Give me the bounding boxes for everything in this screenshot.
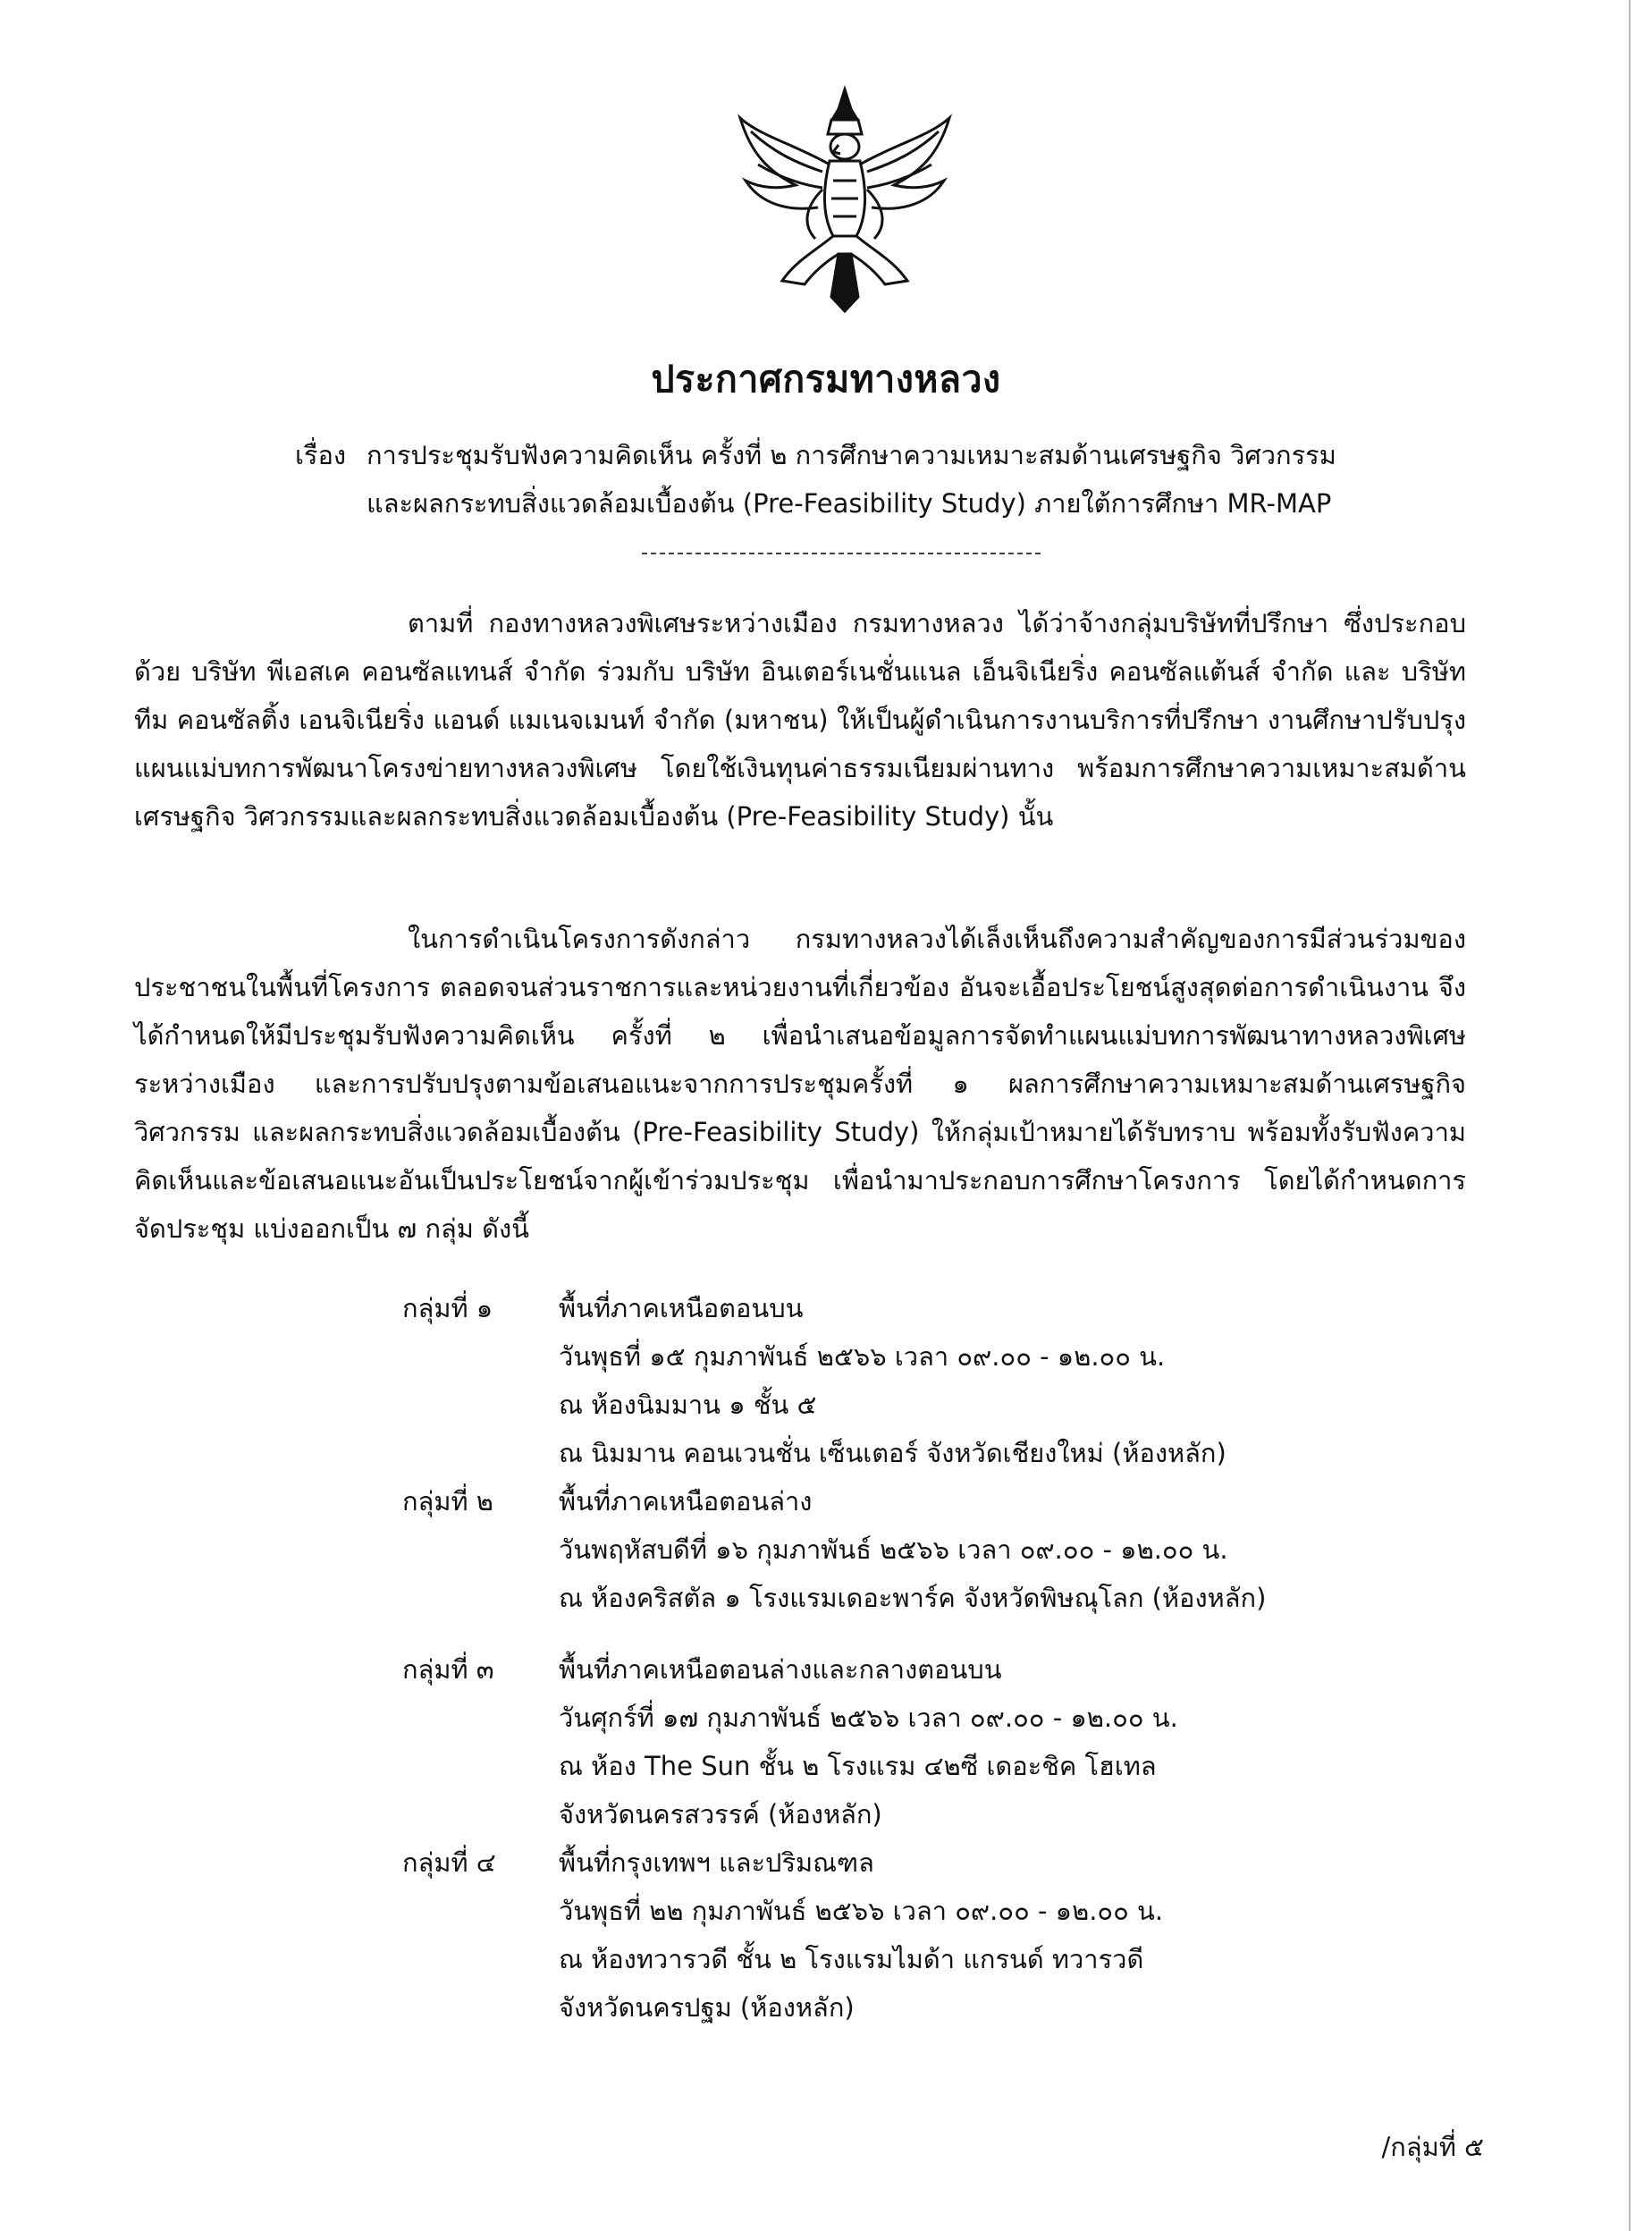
group-label: กลุ่มที่ ๓ — [402, 1654, 494, 1685]
group-date: วันพุธที่ ๑๕ กุมภาพันธ์ ๒๕๖๖ เวลา ๐๙.๐๐ - ๑๒.๐๐ น. — [559, 1341, 1166, 1372]
group-venue: ณ นิมมาน คอนเวนชั่น เซ็นเตอร์ จังหวัดเชียงใหม่ (ห้องหลัก) — [559, 1438, 1226, 1468]
group-area: พื้นที่ภาคเหนือตอนล่างและกลางตอนบน — [559, 1654, 1002, 1685]
subject-label: เรื่อง — [295, 440, 347, 470]
separator-dashed-line — [642, 553, 1041, 554]
group-venue: จังหวัดนครปฐม (ห้องหลัก) — [559, 1992, 855, 2023]
group-date: วันพุธที่ ๒๒ กุมภาพันธ์ ๒๕๖๖ เวลา ๐๙.๐๐ - ๑๒.๐๐ น. — [559, 1896, 1164, 1926]
paragraph-2-text: ในการดำเนินโครงการดังกล่าว กรมทางหลวงได้เล็งเห็นถึงความสำคัญของการมีส่วนร่วมของประชาชนในพื้นที่โครงการ ตลอดจนส่วนราชการและหน่วยงานที่เกี่ยวข้อง อันจะเอื้อประโยชน์สูงสุดต่อการดำเนินงาน จึงได้กำหนดให้มีประชุมรับฟังความคิดเห็น ครั้งที่ ๒ เพื่อนำเสนอข้อมูลการจัดทำแผนแม่บทการพัฒนาทางหลวงพิเศษระหว่างเมือง และการปรับปรุงตามข้อเสนอแนะจากการประชุมครั้งที่ ๑ ผลการศึกษาความเหมาะสมด้านเศรษฐกิจ วิศวกรรม และผลกระทบสิ่งแวดล้อมเบื้องต้น (Pre-Feasibility Study) ให้กลุ่มเป้าหมายได้รับทราบ พร้อมทั้งรับฟังความคิดเห็นและข้อเสนอแนะอันเป็นประโยชน์จากผู้เข้าร่วมประชุม เพื่อนำมาประกอบการศึกษาโครงการ โดยได้กำหนดการจัดประชุม แบ่งออกเป็น ๗ กลุ่ม ดังนี้ — [134, 924, 1466, 1244]
subject-block — [295, 431, 1484, 528]
announcement-title: ประกาศกรมทางหลวง — [651, 358, 1001, 401]
meeting-group-3 — [402, 1645, 1493, 1838]
garuda-emblem-icon — [733, 82, 957, 315]
group-label: กลุ่มที่ ๑ — [402, 1293, 493, 1323]
group-area: พื้นที่ภาคเหนือตอนบน — [559, 1293, 804, 1323]
meeting-group-2 — [402, 1477, 1493, 1622]
group-label: กลุ่มที่ ๒ — [402, 1486, 493, 1517]
subject-line-1 — [295, 431, 1484, 479]
subject-line-2: และผลกระทบสิ่งแวดล้อมเบื้องต้น (Pre-Feasibility Study) ภายใต้การศึกษา MR-MAP — [367, 488, 1332, 519]
page-edge-rule — [1629, 0, 1631, 2231]
group-venue: จังหวัดนครสวรรค์ (ห้องหลัก) — [559, 1799, 882, 1830]
group-date: วันศุกร์ที่ ๑๗ กุมภาพันธ์ ๒๕๖๖ เวลา ๐๙.๐๐ - ๑๒.๐๐ น. — [559, 1703, 1178, 1733]
group-area: พื้นที่ภาคเหนือตอนล่าง — [559, 1486, 813, 1517]
group-room: ณ ห้อง The Sun ชั้น ๒ โรงแรม ๔๒ซี เดอะชิค โฮเทล — [559, 1751, 1157, 1781]
group-area: พื้นที่กรุงเทพฯ และปริมณฑล — [559, 1847, 874, 1878]
meeting-group-4 — [402, 1838, 1493, 2032]
subject-text-1: การประชุมรับฟังความคิดเห็น ครั้งที่ ๒ การศึกษาความเหมาะสมด้านเศรษฐกิจ วิศวกรรม — [367, 440, 1336, 470]
group-venue: ณ ห้องคริสตัล ๑ โรงแรมเดอะพาร์ค จังหวัดพิษณุโลก (ห้องหลัก) — [559, 1583, 1267, 1613]
meeting-group-1 — [402, 1284, 1493, 1477]
paragraph-1 — [134, 599, 1466, 841]
group-room: ณ ห้องทวารวดี ชั้น ๒ โรงแรมไมด้า แกรนด์ ทวารวดี — [559, 1944, 1144, 1974]
continuation-marker: /กลุ่มที่ ๕ — [1381, 2132, 1484, 2162]
group-date: วันพฤหัสบดีที่ ๑๖ กุมภาพันธ์ ๒๕๖๖ เวลา ๐๙.๐๐ - ๑๒.๐๐ น. — [559, 1534, 1228, 1565]
paragraph-1-text: ตามที่ กองทางหลวงพิเศษระหว่างเมือง กรมทางหลวง ได้ว่าจ้างกลุ่มบริษัทที่ปรึกษา ซึ่งประกอบด้วย บริษัท พีเอสเค คอนซัลแทนส์ จำกัด ร่วมกับ บริษัท อินเตอร์เนชั่นแนล เอ็นจิเนียริ่ง คอนซัลแต้นส์ จำกัด และ บริษัท ทีม คอนซัลติ้ง เอนจิเนียริ่ง แอนด์ แมเนจเมนท์ จำกัด (มหาชน) ให้เป็นผู้ดำเนินการงานบริการที่ปรึกษา งานศึกษาปรับปรุงแผนแม่บทการพัฒนาโครงข่ายทางหลวงพิเศษ โดยใช้เงินทุนค่าธรรมเนียมผ่านทาง พร้อมการศึกษาความเหมาะสมด้านเศรษฐกิจ วิศวกรรมและผลกระทบสิ่งแวดล้อมเบื้องต้น (Pre-Feasibility Study) นั้น — [134, 608, 1466, 832]
group-room: ณ ห้องนิมมาน ๑ ชั้น ๕ — [559, 1390, 817, 1420]
group-label: กลุ่มที่ ๔ — [402, 1847, 496, 1878]
paragraph-2 — [134, 915, 1466, 1253]
